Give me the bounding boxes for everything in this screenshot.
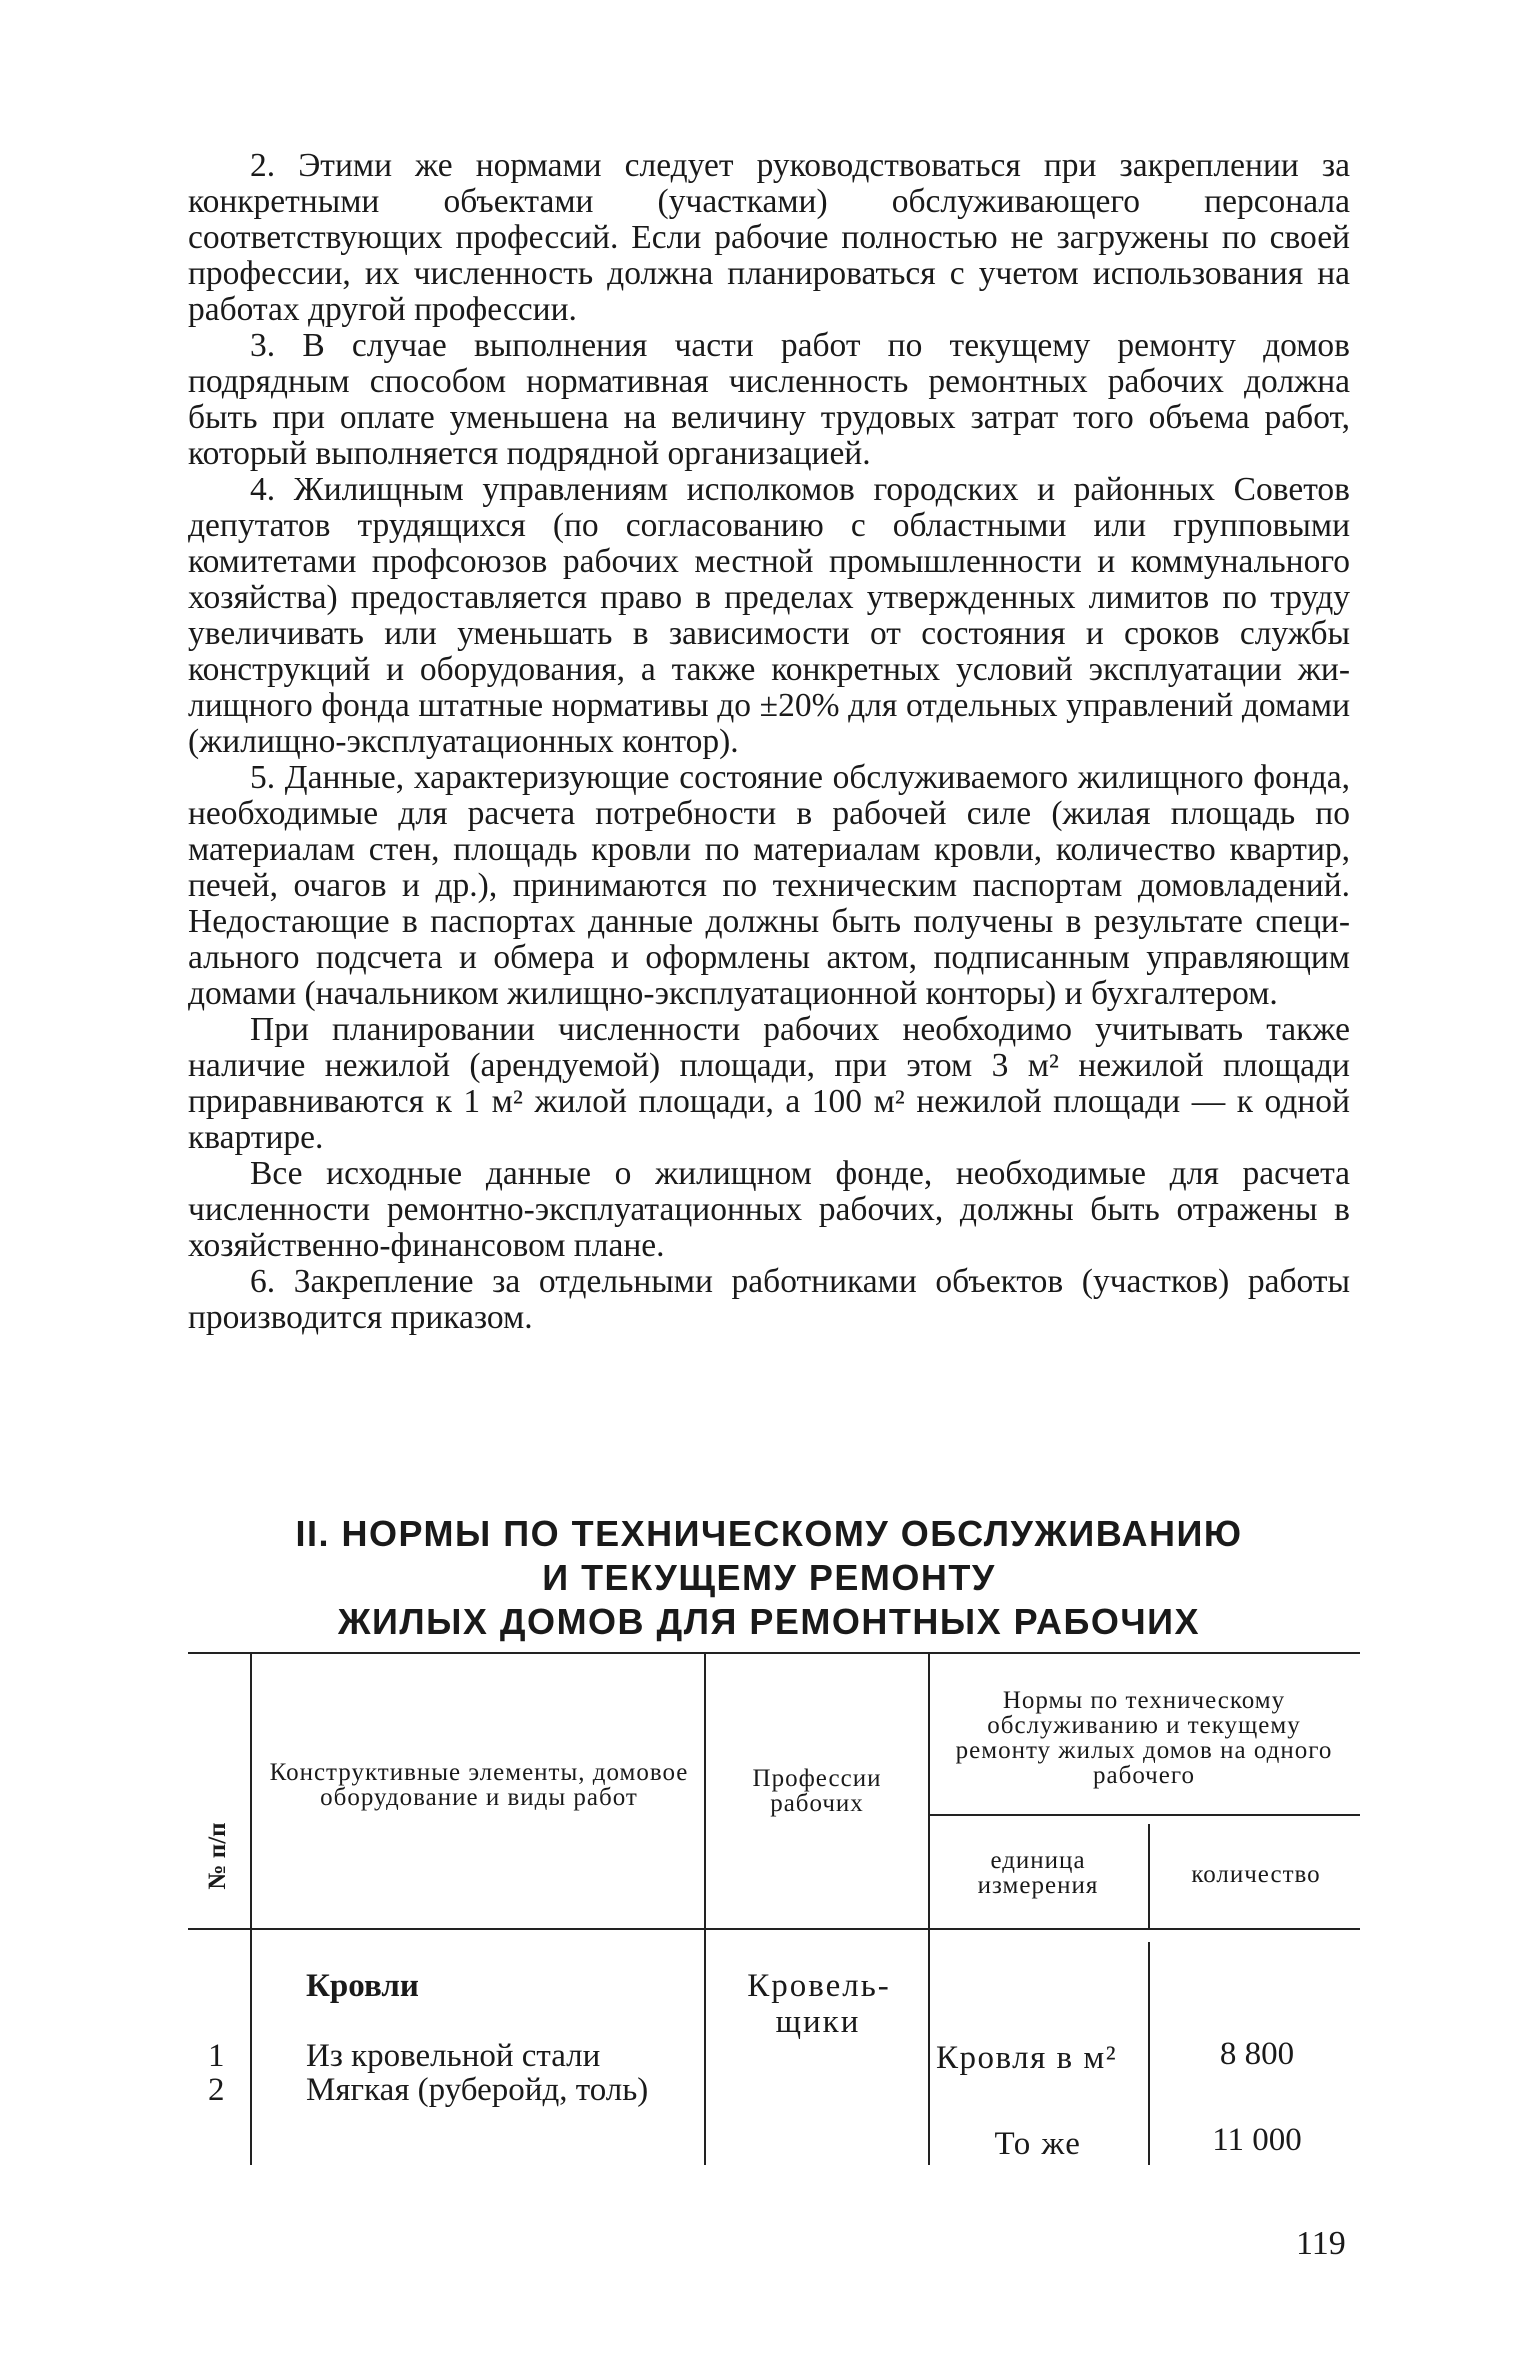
header-elements: Конструктивные элементы, домовое оборудование и виды работ (269, 1759, 689, 1811)
section-heading (188, 1512, 1350, 1644)
row-1-number: 1 (208, 2038, 225, 2074)
header-quantity: количество (1191, 1861, 1321, 1888)
col-rule-2 (704, 1652, 706, 2165)
paragraph-3: 3. В случае выполнения части работ по текущему ремонту домов подрядным способом нормативная численность ремонтных рабочих должна быть при оплате уменьшена на величину трудовых затрат того объема работ, который выполняется подрядной организацией. (188, 327, 1350, 472)
row-1-element: Из кровельной стали (306, 2038, 601, 2074)
row-2-quantity: 11 000 (1212, 2122, 1302, 2158)
profession-roofers: Кровельщики (747, 1968, 889, 2040)
norms-table (188, 1652, 1360, 2165)
norms-subheader-rule (928, 1814, 1360, 1816)
section-heading-line-3: ЖИЛЫХ ДОМОВ ДЛЯ РЕМОНТНЫХ РАБОЧИХ (337, 1601, 1200, 1642)
col-rule-3 (928, 1652, 930, 2165)
paragraph-planning: При планировании численности рабочих необходимо учитывать также наличие нежилой (арендуемой) площади, при этом 3 м² нежилой площади приравниваются к 1 м² жилой площади, а 100 м² нежилой площади — к одной квартире. (188, 1011, 1350, 1156)
header-bottom-rule (188, 1928, 1360, 1930)
page-number: 119 (1296, 2225, 1346, 2262)
header-number: № п/п (204, 1822, 231, 1890)
section-heading-line-1: II. НОРМЫ ПО ТЕХНИЧЕСКОМУ ОБСЛУЖИВАНИЮ (295, 1513, 1243, 1554)
row-1-unit: Кровля в м² (936, 2040, 1118, 2076)
paragraph-2: 2. Этими же нормами следует руководствоваться при закреплении за конкретными объектами (участками) обслуживающего персонала соответствующих профессий. Если рабочие полностью не загружены по своей профессии, их численность должна планироваться с учетом использования на работах другой профессии. (188, 147, 1350, 328)
header-norms: Нормы по техническому обслуживанию и текущему ремонту жилых домов на одного рабочего (955, 1687, 1333, 1789)
paragraph-4: 4. Жилищным управлениям исполкомов городских и районных Советов депутатов трудящихся (по согласованию с областными или групповыми комитетами профсоюзов рабочих местной промышленности и коммунального хозяйства) предоставляется право в пределах утвержденных лимитов по труду увеличивать или уменьшать в зависимости от состояния и сроков службы конструкций и оборудования, а также конкретных условий эксплуатации жилищного фонда штатные нормативы до ±20% для отдельных управлений домами (жилищно-эксплуатационных контор). (188, 471, 1350, 760)
row-2-element: Мягкая (руберойд, толь) (306, 2072, 649, 2108)
col-rule-1 (250, 1652, 252, 2165)
body-text (188, 148, 1350, 1336)
row-2-unit: То же (994, 2126, 1082, 2162)
header-unit: единица измерения (977, 1847, 1099, 1899)
row-2-number: 2 (208, 2072, 225, 2108)
col-rule-4 (1148, 1824, 1150, 1929)
group-label-roofs: Кровли (306, 1968, 419, 2004)
col-rule-4-body (1148, 1942, 1150, 2165)
header-professions: Профессии рабочих (752, 1765, 882, 1817)
paragraph-5: 5. Данные, характеризующие состояние обслуживаемого жилищного фонда, необходимые для расчета потребности в рабочей силе (жилая площадь по материалам стен, площадь кровли по материалам кровли, количество квартир, печей, очагов и др.), принимаются по техническим паспортам домовладений. Недостающие в паспортах данные должны быть получены в результате специального подсчета и обмера и оформлены актом, подписанным управляющим домами (начальником жилищно-эксплуатационной конторы) и бухгалтером. (188, 759, 1350, 1012)
section-heading-line-2: И ТЕКУЩЕМУ РЕМОНТУ (542, 1557, 996, 1598)
paragraph-source-data: Все исходные данные о жилищном фонде, необходимые для расчета численности ремонтно-эксплуатационных рабочих, должны быть отражены в хозяйственно-финансовом плане. (188, 1155, 1350, 1264)
table-top-rule (188, 1652, 1360, 1654)
paragraph-6: 6. Закрепление за отдельными работниками объектов (участков) работы производится приказом. (188, 1263, 1350, 1336)
row-1-quantity: 8 800 (1219, 2036, 1295, 2072)
